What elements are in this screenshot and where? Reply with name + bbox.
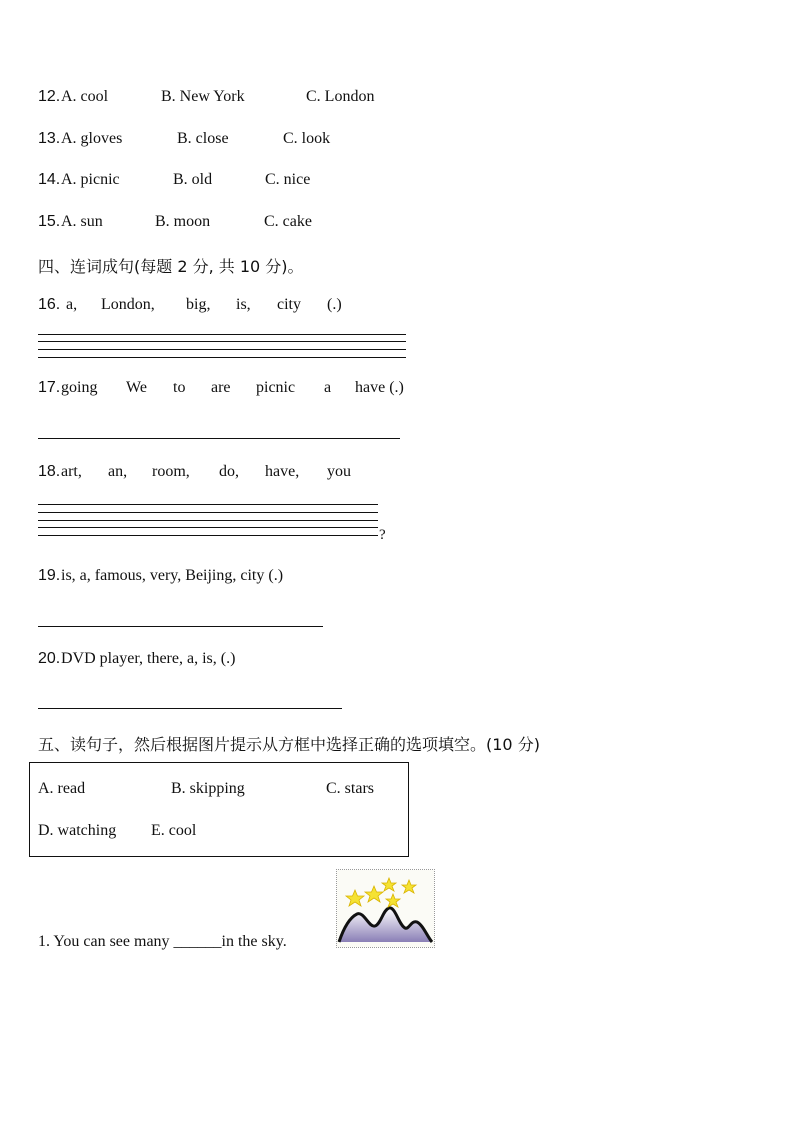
question-number: 14. (38, 171, 61, 188)
option-a: A. picnic (61, 171, 120, 188)
question-number: 17. (38, 379, 61, 396)
answer-line[interactable] (38, 520, 378, 521)
answer-line[interactable] (38, 512, 378, 513)
question-mark: ? (379, 527, 386, 543)
question-number: 15. (38, 213, 61, 230)
section-4-title: 四、连词成句(每题 2 分, 共 10 分)。 (38, 257, 304, 276)
option-a: A. cool (61, 88, 109, 105)
word: are (211, 379, 231, 396)
question-number: 16. (38, 296, 61, 313)
answer-line[interactable] (38, 504, 378, 505)
word-bank-option-d: D. watching (38, 822, 117, 839)
option-a: A. gloves (61, 130, 123, 147)
word: is, (236, 296, 251, 313)
option-b: B. close (177, 130, 229, 147)
word: going (61, 379, 98, 396)
question-number: 18. (38, 463, 61, 480)
word: (.) (327, 296, 342, 313)
word: have (.) (355, 379, 404, 396)
answer-line[interactable] (38, 334, 406, 335)
word: We (126, 379, 147, 396)
section-5-title: 五、读句子，然后根据图片提示从方框中选择正确的选项填空。(10 分) (38, 735, 540, 754)
option-c: C. cake (264, 213, 312, 230)
word: an, (108, 463, 128, 480)
word: a, (66, 296, 78, 313)
question-number: 13. (38, 130, 61, 147)
word: to (173, 379, 186, 396)
word: art, (61, 463, 82, 480)
word-bank-option-a: A. read (38, 780, 86, 797)
word: have, (265, 463, 300, 480)
word: room, (152, 463, 190, 480)
answer-line[interactable] (38, 341, 406, 342)
word: you (327, 463, 351, 480)
word: a (324, 379, 332, 396)
word: picnic (256, 379, 296, 396)
option-a: A. sun (61, 213, 103, 230)
answer-line[interactable] (38, 527, 378, 528)
question-number: 12. (38, 88, 61, 105)
word-bank-option-e: E. cool (151, 822, 197, 839)
option-c: C. look (283, 130, 331, 147)
word-list: is, a, famous, very, Beijing, city (.) (61, 567, 284, 584)
word: do, (219, 463, 239, 480)
word: big, (186, 296, 211, 313)
question-number: 20. (38, 650, 61, 667)
answer-line[interactable] (38, 357, 406, 358)
word: London, (101, 296, 155, 313)
answer-line[interactable] (38, 708, 342, 709)
word-bank-box (29, 762, 409, 857)
stars-mountains-picture (336, 869, 435, 948)
option-c: C. nice (265, 171, 311, 188)
word: city (277, 296, 301, 313)
question-number: 19. (38, 567, 61, 584)
answer-line[interactable] (38, 349, 406, 350)
fill-in-question-1: 1. You can see many ______in the sky. (38, 933, 287, 950)
word-bank-option-c: C. stars (326, 780, 374, 797)
answer-line[interactable] (38, 438, 400, 439)
option-b: B. moon (155, 213, 211, 230)
answer-line[interactable] (38, 626, 323, 627)
word-list: DVD player, there, a, is, (.) (61, 650, 236, 667)
option-b: B. New York (161, 88, 245, 105)
option-b: B. old (173, 171, 213, 188)
option-c: C. London (306, 88, 375, 105)
answer-line[interactable] (38, 535, 378, 536)
word-bank-option-b: B. skipping (171, 780, 245, 797)
